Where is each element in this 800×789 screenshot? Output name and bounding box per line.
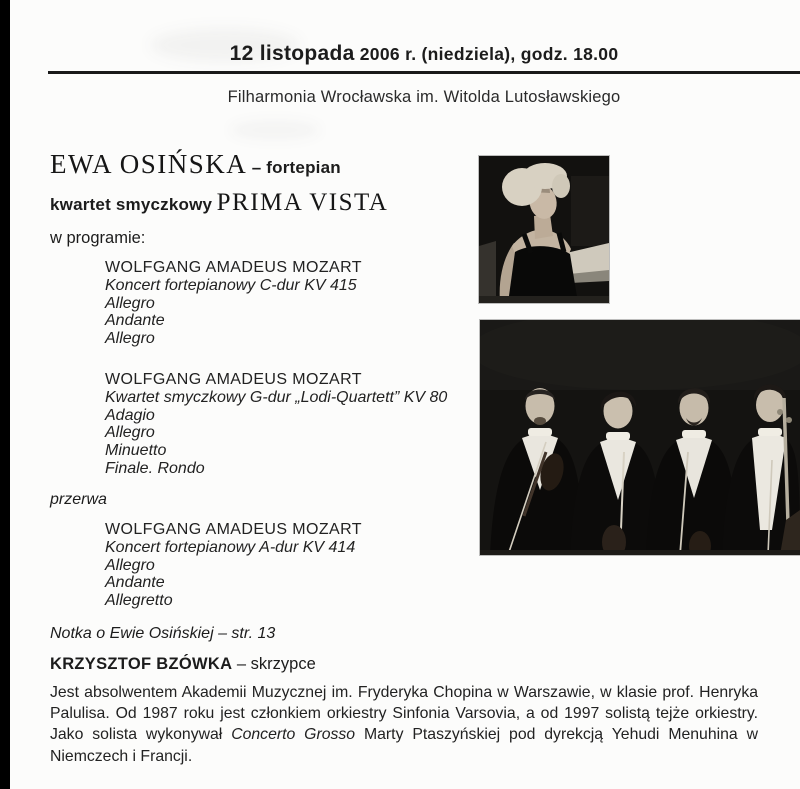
performers-title <box>50 149 388 217</box>
composer-name: WOLFGANG AMADEUS MOZART <box>105 259 362 276</box>
venue-name: Filharmonia Wrocławska im. Witolda Lutosławskiego <box>227 88 621 106</box>
work-title: Kwartet smyczkowy G-dur „Lodi-Quartett” KV 80 <box>105 388 448 406</box>
composer-name: WOLFGANG AMADEUS MOZART <box>105 521 362 538</box>
header-rule <box>48 71 800 74</box>
quartet-photo <box>480 320 800 555</box>
movement: Andante <box>105 574 165 592</box>
soloist-line <box>50 149 388 180</box>
bio-person-role: – skrzypce <box>232 655 316 673</box>
quartet-line <box>50 189 388 217</box>
bio-text-part1: Jest absolwentem Akademii Muzycznej im. Fryderyka Chopina w Warszawie, w klasie prof. Henryka Palulisa. Od 1987 roku jest członkiem orkiestry Sinfonia Varsovia, a od 1997 solistą tejże orkiestry. Jako solista wykonywał <box>50 684 758 744</box>
scan-edge-bar <box>0 0 10 789</box>
pianist-photo-image <box>479 156 609 303</box>
soloist-name: EWA OSIŃSKA <box>50 149 248 179</box>
bio-person-name: KRZYSZTOF BZÓWKA <box>50 655 233 673</box>
concert-datetime <box>48 42 800 66</box>
pianist-photo <box>479 156 609 303</box>
quartet-photo-image <box>480 320 800 555</box>
program-block-1 <box>105 259 362 348</box>
quartet-name: PRIMA VISTA <box>216 189 389 216</box>
movement: Finale. Rondo <box>105 459 205 477</box>
bio-heading <box>50 655 316 674</box>
movement: Allegretto <box>105 592 173 610</box>
movement: Allegro <box>105 556 155 574</box>
movement: Allegro <box>105 294 155 312</box>
movement: Minuetto <box>105 442 167 460</box>
soloist-role: – fortepian <box>251 158 341 177</box>
movement: Andante <box>105 312 165 330</box>
program-block-2 <box>105 371 447 478</box>
intermission-label: przerwa <box>50 491 107 508</box>
concert-time: 2006 r. (niedziela), godz. 18.00 <box>354 44 619 64</box>
movement: Allegro <box>105 330 155 348</box>
bio-paragraph <box>50 682 758 767</box>
work-title: Koncert fortepianowy C-dur KV 415 <box>105 276 357 294</box>
work-title: Koncert fortepianowy A-dur KV 414 <box>105 538 356 556</box>
composer-name: WOLFGANG AMADEUS MOZART <box>105 371 362 388</box>
movement: Adagio <box>105 406 155 424</box>
scan-smudge <box>230 120 320 140</box>
movement: Allegro <box>105 424 155 442</box>
bio-text-part2: Marty Ptaszyńskiej pod dyrekcją Yehudi Menuhina w Niemczech i Francji. <box>50 726 758 765</box>
concert-date: 12 listopada <box>229 42 355 65</box>
page-note: Notka o Ewie Osińskiej – str. 13 <box>50 625 276 642</box>
program-label: w programie: <box>50 229 146 247</box>
bio-text-italic: Concerto Grosso <box>231 726 356 744</box>
program-block-3 <box>105 521 362 610</box>
quartet-prefix: kwartet smyczkowy <box>50 195 213 214</box>
